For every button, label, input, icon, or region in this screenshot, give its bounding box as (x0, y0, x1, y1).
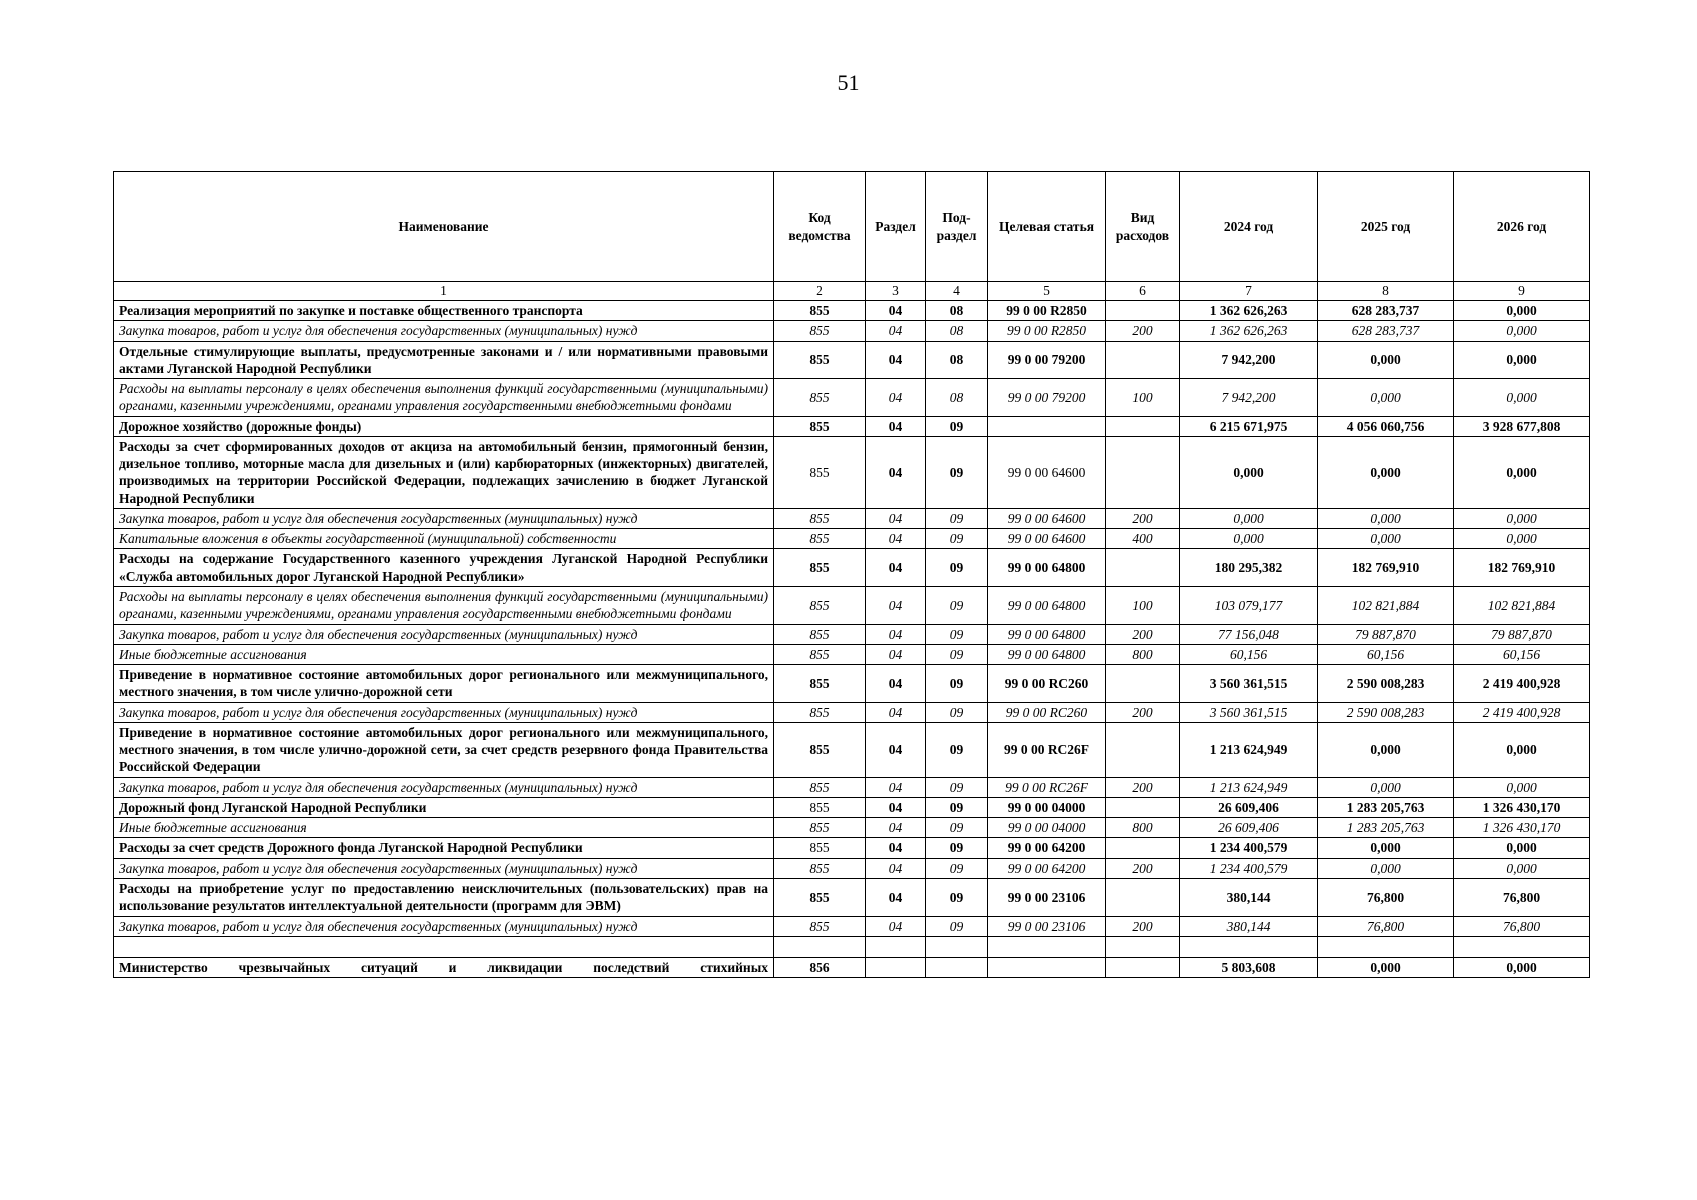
cell-section: 04 (866, 416, 926, 436)
header-expense-type: Вид расходов (1106, 172, 1180, 282)
header-target: Целевая статья (988, 172, 1106, 282)
cell-target (988, 416, 1106, 436)
table-body (114, 301, 1590, 978)
cell-section: 04 (866, 586, 926, 624)
cell-target: 99 0 00 23106 (988, 916, 1106, 936)
column-number: 1 (114, 282, 774, 301)
cell-2025: 79 887,870 (1318, 624, 1454, 644)
cell-expense-type (1106, 416, 1180, 436)
cell-code: 855 (774, 341, 866, 379)
cell-section: 04 (866, 722, 926, 777)
table-row (114, 878, 1590, 916)
cell-name: Расходы за счет средств Дорожного фонда Луганской Народной Республики (114, 838, 774, 858)
cell-expense-type (1106, 878, 1180, 916)
cell-2026: 60,156 (1454, 644, 1590, 664)
cell-subsection: 09 (926, 838, 988, 858)
cell-subsection: 09 (926, 624, 988, 644)
column-number: 5 (988, 282, 1106, 301)
cell-name: Иные бюджетные ассигнования (114, 644, 774, 664)
cell-target: 99 0 00 RC260 (988, 665, 1106, 703)
column-number: 2 (774, 282, 866, 301)
cell-subsection (926, 957, 988, 977)
cell-2024: 26 609,406 (1180, 797, 1318, 817)
cell-code: 855 (774, 878, 866, 916)
cell-section: 04 (866, 878, 926, 916)
cell-subsection: 08 (926, 379, 988, 417)
cell-target: 99 0 00 64600 (988, 436, 1106, 508)
cell-2025: 76,800 (1318, 878, 1454, 916)
cell-name: Закупка товаров, работ и услуг для обеспечения государственных (муниципальных) нужд (114, 508, 774, 528)
cell-expense-type (1106, 341, 1180, 379)
cell-2025: 182 769,910 (1318, 549, 1454, 587)
cell-2025: 1 283 205,763 (1318, 818, 1454, 838)
cell-2024: 1 362 626,263 (1180, 321, 1318, 341)
column-number: 3 (866, 282, 926, 301)
cell-code: 855 (774, 797, 866, 817)
cell-2025: 2 590 008,283 (1318, 702, 1454, 722)
cell-name: Закупка товаров, работ и услуг для обеспечения государственных (муниципальных) нужд (114, 624, 774, 644)
cell-section: 04 (866, 777, 926, 797)
cell-2026: 0,000 (1454, 379, 1590, 417)
cell-code: 855 (774, 777, 866, 797)
table-row (114, 722, 1590, 777)
table-row (114, 624, 1590, 644)
cell-expense-type: 200 (1106, 508, 1180, 528)
cell-2025: 0,000 (1318, 838, 1454, 858)
cell-code: 855 (774, 379, 866, 417)
cell-2024: 7 942,200 (1180, 341, 1318, 379)
cell-2024: 60,156 (1180, 644, 1318, 664)
cell-subsection: 09 (926, 508, 988, 528)
cell-expense-type: 200 (1106, 321, 1180, 341)
header-2024: 2024 год (1180, 172, 1318, 282)
cell-2024: 1 362 626,263 (1180, 301, 1318, 321)
cell-section: 04 (866, 665, 926, 703)
cell-2024: 1 213 624,949 (1180, 722, 1318, 777)
cell-2026: 1 326 430,170 (1454, 797, 1590, 817)
cell-2024 (1180, 936, 1318, 957)
cell-subsection: 09 (926, 818, 988, 838)
cell-section: 04 (866, 549, 926, 587)
cell-2026 (1454, 936, 1590, 957)
cell-subsection: 09 (926, 797, 988, 817)
cell-section: 04 (866, 529, 926, 549)
cell-name: Расходы за счет сформированных доходов от акциза на автомобильный бензин, прямогонный бензин, дизельное топливо, моторные масла для дизельных и (или) карбюраторных (инжекторных) двигателей, производимых на территории Российской Федерации, подлежащих зачислению в бюджет Луганской Народной Республики (114, 436, 774, 508)
cell-name: Реализация мероприятий по закупке и поставке общественного транспорта (114, 301, 774, 321)
cell-target: 99 0 00 RC260 (988, 702, 1106, 722)
cell-expense-type: 200 (1106, 858, 1180, 878)
cell-code: 855 (774, 416, 866, 436)
cell-2025: 76,800 (1318, 916, 1454, 936)
cell-target: 99 0 00 64800 (988, 624, 1106, 644)
cell-2025: 628 283,737 (1318, 321, 1454, 341)
column-number: 9 (1454, 282, 1590, 301)
header-section: Раздел (866, 172, 926, 282)
cell-section: 04 (866, 508, 926, 528)
cell-2025: 2 590 008,283 (1318, 665, 1454, 703)
cell-target: 99 0 00 79200 (988, 379, 1106, 417)
cell-2024: 1 234 400,579 (1180, 838, 1318, 858)
cell-code: 855 (774, 644, 866, 664)
cell-subsection: 09 (926, 777, 988, 797)
page-number: 51 (837, 70, 860, 95)
cell-name: Иные бюджетные ассигнования (114, 818, 774, 838)
table-row (114, 777, 1590, 797)
cell-2025: 60,156 (1318, 644, 1454, 664)
cell-expense-type: 100 (1106, 379, 1180, 417)
cell-expense-type (1106, 549, 1180, 587)
cell-expense-type (1106, 665, 1180, 703)
table-row (114, 665, 1590, 703)
cell-2026: 0,000 (1454, 341, 1590, 379)
cell-subsection: 09 (926, 529, 988, 549)
cell-target: 99 0 00 R2850 (988, 301, 1106, 321)
cell-name: Расходы на приобретение услуг по предоставлению неисключительных (пользовательских) прав на использование результатов интеллектуальной деятельности (программ для ЭВМ) (114, 878, 774, 916)
cell-section (866, 936, 926, 957)
cell-2026: 0,000 (1454, 957, 1590, 977)
cell-subsection: 08 (926, 341, 988, 379)
cell-subsection (926, 936, 988, 957)
cell-2026: 3 928 677,808 (1454, 416, 1590, 436)
cell-2026: 76,800 (1454, 916, 1590, 936)
cell-2024: 3 560 361,515 (1180, 702, 1318, 722)
cell-2024: 7 942,200 (1180, 379, 1318, 417)
table-row (114, 436, 1590, 508)
header-name: Наименование (114, 172, 774, 282)
cell-target: 99 0 00 04000 (988, 818, 1106, 838)
cell-name: Дорожное хозяйство (дорожные фонды) (114, 416, 774, 436)
cell-expense-type (1106, 797, 1180, 817)
cell-section: 04 (866, 379, 926, 417)
cell-2026: 2 419 400,928 (1454, 665, 1590, 703)
column-number: 7 (1180, 282, 1318, 301)
cell-section: 04 (866, 341, 926, 379)
cell-code: 855 (774, 916, 866, 936)
cell-subsection: 09 (926, 416, 988, 436)
cell-subsection: 09 (926, 644, 988, 664)
cell-section: 04 (866, 301, 926, 321)
cell-2025: 0,000 (1318, 508, 1454, 528)
cell-2025: 0,000 (1318, 436, 1454, 508)
cell-code: 855 (774, 624, 866, 644)
cell-target: 99 0 00 64800 (988, 586, 1106, 624)
table-row (114, 586, 1590, 624)
cell-code: 855 (774, 301, 866, 321)
cell-subsection: 09 (926, 549, 988, 587)
cell-name: Капитальные вложения в объекты государственной (муниципальной) собственности (114, 529, 774, 549)
cell-2024: 380,144 (1180, 878, 1318, 916)
table-row (114, 508, 1590, 528)
cell-2026: 2 419 400,928 (1454, 702, 1590, 722)
cell-expense-type: 200 (1106, 777, 1180, 797)
cell-target: 99 0 00 64600 (988, 508, 1106, 528)
cell-subsection: 09 (926, 916, 988, 936)
cell-name: Закупка товаров, работ и услуг для обеспечения государственных (муниципальных) нужд (114, 702, 774, 722)
column-number: 6 (1106, 282, 1180, 301)
cell-expense-type (1106, 436, 1180, 508)
column-number: 4 (926, 282, 988, 301)
cell-expense-type: 200 (1106, 624, 1180, 644)
cell-expense-type (1106, 722, 1180, 777)
cell-name: Закупка товаров, работ и услуг для обеспечения государственных (муниципальных) нужд (114, 777, 774, 797)
cell-section: 04 (866, 818, 926, 838)
cell-2024: 380,144 (1180, 916, 1318, 936)
table-row (114, 379, 1590, 417)
cell-2026: 79 887,870 (1454, 624, 1590, 644)
cell-expense-type: 200 (1106, 702, 1180, 722)
table-row (114, 301, 1590, 321)
cell-target: 99 0 00 64600 (988, 529, 1106, 549)
cell-2025: 0,000 (1318, 957, 1454, 977)
cell-subsection: 09 (926, 878, 988, 916)
cell-expense-type (1106, 936, 1180, 957)
cell-name: Расходы на выплаты персоналу в целях обеспечения выполнения функций государственными (муниципальными) органами, казенными учреждениями, органами управления государственными внебюджетными фондами (114, 586, 774, 624)
cell-expense-type (1106, 838, 1180, 858)
header-2025: 2025 год (1318, 172, 1454, 282)
cell-code: 855 (774, 858, 866, 878)
cell-subsection: 09 (926, 586, 988, 624)
cell-2024: 1 234 400,579 (1180, 858, 1318, 878)
cell-2026: 0,000 (1454, 321, 1590, 341)
cell-expense-type (1106, 957, 1180, 977)
cell-section: 04 (866, 624, 926, 644)
cell-subsection: 09 (926, 858, 988, 878)
cell-2026: 102 821,884 (1454, 586, 1590, 624)
cell-section: 04 (866, 797, 926, 817)
cell-2026: 0,000 (1454, 508, 1590, 528)
cell-name: Приведение в нормативное состояние автомобильных дорог регионального или межмуниципального, местного значения, в том числе улично-дорожной сети, за счет средств резервного фонда Правительства Российской Федерации (114, 722, 774, 777)
cell-code: 856 (774, 957, 866, 977)
header-code: Код ведомства (774, 172, 866, 282)
cell-2024: 1 213 624,949 (1180, 777, 1318, 797)
table-row (114, 529, 1590, 549)
cell-expense-type: 400 (1106, 529, 1180, 549)
table-row (114, 416, 1590, 436)
budget-table (113, 171, 1590, 978)
table-row (114, 916, 1590, 936)
cell-name: Закупка товаров, работ и услуг для обеспечения государственных (муниципальных) нужд (114, 916, 774, 936)
cell-2025: 0,000 (1318, 858, 1454, 878)
cell-2024: 0,000 (1180, 508, 1318, 528)
cell-code: 855 (774, 436, 866, 508)
cell-subsection: 09 (926, 722, 988, 777)
cell-section: 04 (866, 321, 926, 341)
cell-section (866, 957, 926, 977)
cell-2025: 0,000 (1318, 722, 1454, 777)
cell-target: 99 0 00 23106 (988, 878, 1106, 916)
cell-2026: 76,800 (1454, 878, 1590, 916)
table-row (114, 818, 1590, 838)
column-number-row (114, 282, 1590, 301)
cell-expense-type: 200 (1106, 916, 1180, 936)
cell-target: 99 0 00 64200 (988, 858, 1106, 878)
cell-target (988, 957, 1106, 977)
cell-2025 (1318, 936, 1454, 957)
cell-2024: 77 156,048 (1180, 624, 1318, 644)
cell-name: Закупка товаров, работ и услуг для обеспечения государственных (муниципальных) нужд (114, 858, 774, 878)
cell-section: 04 (866, 644, 926, 664)
cell-2025: 1 283 205,763 (1318, 797, 1454, 817)
cell-code: 855 (774, 665, 866, 703)
cell-2024: 6 215 671,975 (1180, 416, 1318, 436)
cell-name: Закупка товаров, работ и услуг для обеспечения государственных (муниципальных) нужд (114, 321, 774, 341)
cell-expense-type (1106, 301, 1180, 321)
cell-name (114, 936, 774, 957)
table-row (114, 838, 1590, 858)
cell-code: 855 (774, 702, 866, 722)
cell-expense-type: 800 (1106, 644, 1180, 664)
table-row (114, 957, 1590, 977)
cell-2026: 0,000 (1454, 838, 1590, 858)
cell-expense-type: 100 (1106, 586, 1180, 624)
cell-2024: 180 295,382 (1180, 549, 1318, 587)
cell-2025: 0,000 (1318, 777, 1454, 797)
cell-code: 855 (774, 722, 866, 777)
cell-subsection: 08 (926, 321, 988, 341)
cell-code (774, 936, 866, 957)
cell-subsection: 09 (926, 436, 988, 508)
cell-code: 855 (774, 529, 866, 549)
cell-2025: 0,000 (1318, 341, 1454, 379)
cell-2026: 0,000 (1454, 722, 1590, 777)
cell-section: 04 (866, 838, 926, 858)
cell-2024: 103 079,177 (1180, 586, 1318, 624)
cell-name: Отдельные стимулирующие выплаты, предусмотренные законами и / или нормативными правовыми актами Луганской Народной Республики (114, 341, 774, 379)
cell-code: 855 (774, 549, 866, 587)
cell-2026: 0,000 (1454, 529, 1590, 549)
header-2026: 2026 год (1454, 172, 1590, 282)
cell-code: 855 (774, 321, 866, 341)
cell-2025: 0,000 (1318, 379, 1454, 417)
cell-subsection: 09 (926, 702, 988, 722)
cell-code: 855 (774, 818, 866, 838)
cell-2025: 628 283,737 (1318, 301, 1454, 321)
cell-target (988, 936, 1106, 957)
cell-2024: 26 609,406 (1180, 818, 1318, 838)
table-row (114, 549, 1590, 587)
cell-target: 99 0 00 R2850 (988, 321, 1106, 341)
cell-2026: 182 769,910 (1454, 549, 1590, 587)
cell-name: Дорожный фонд Луганской Народной Республики (114, 797, 774, 817)
cell-target: 99 0 00 04000 (988, 797, 1106, 817)
cell-2024: 0,000 (1180, 436, 1318, 508)
cell-2025: 0,000 (1318, 529, 1454, 549)
table-row (114, 644, 1590, 664)
cell-2026: 1 326 430,170 (1454, 818, 1590, 838)
cell-expense-type: 800 (1106, 818, 1180, 838)
cell-subsection: 08 (926, 301, 988, 321)
table-row (114, 321, 1590, 341)
table-row (114, 702, 1590, 722)
cell-code: 855 (774, 508, 866, 528)
table-row (114, 797, 1590, 817)
cell-target: 99 0 00 RC26F (988, 777, 1106, 797)
cell-target: 99 0 00 64800 (988, 549, 1106, 587)
cell-subsection: 09 (926, 665, 988, 703)
cell-code: 855 (774, 838, 866, 858)
header-row (114, 172, 1590, 282)
cell-2024: 0,000 (1180, 529, 1318, 549)
cell-2026: 0,000 (1454, 777, 1590, 797)
cell-2025: 4 056 060,756 (1318, 416, 1454, 436)
cell-name: Расходы на выплаты персоналу в целях обеспечения выполнения функций государственными (муниципальными) органами, казенными учреждениями, органами управления государственными внебюджетными фондами (114, 379, 774, 417)
cell-name: Приведение в нормативное состояние автомобильных дорог регионального или межмуниципального, местного значения, в том числе улично-дорожной сети (114, 665, 774, 703)
cell-code: 855 (774, 586, 866, 624)
cell-target: 99 0 00 64800 (988, 644, 1106, 664)
header-subsection: Под-раздел (926, 172, 988, 282)
cell-target: 99 0 00 64200 (988, 838, 1106, 858)
cell-section: 04 (866, 858, 926, 878)
table-row (114, 858, 1590, 878)
cell-2025: 102 821,884 (1318, 586, 1454, 624)
cell-target: 99 0 00 RC26F (988, 722, 1106, 777)
cell-2026: 0,000 (1454, 858, 1590, 878)
table-row (114, 936, 1590, 957)
cell-target: 99 0 00 79200 (988, 341, 1106, 379)
cell-name: Расходы на содержание Государственного казенного учреждения Луганской Народной Республики «Служба автомобильных дорог Луганской Народной Республики» (114, 549, 774, 587)
cell-2026: 0,000 (1454, 301, 1590, 321)
cell-2024: 3 560 361,515 (1180, 665, 1318, 703)
cell-section: 04 (866, 436, 926, 508)
cell-section: 04 (866, 916, 926, 936)
cell-section: 04 (866, 702, 926, 722)
cell-2026: 0,000 (1454, 436, 1590, 508)
table-row (114, 341, 1590, 379)
cell-name: Министерство чрезвычайных ситуаций и ликвидации последствий стихийных (114, 957, 774, 977)
cell-2024: 5 803,608 (1180, 957, 1318, 977)
column-number: 8 (1318, 282, 1454, 301)
